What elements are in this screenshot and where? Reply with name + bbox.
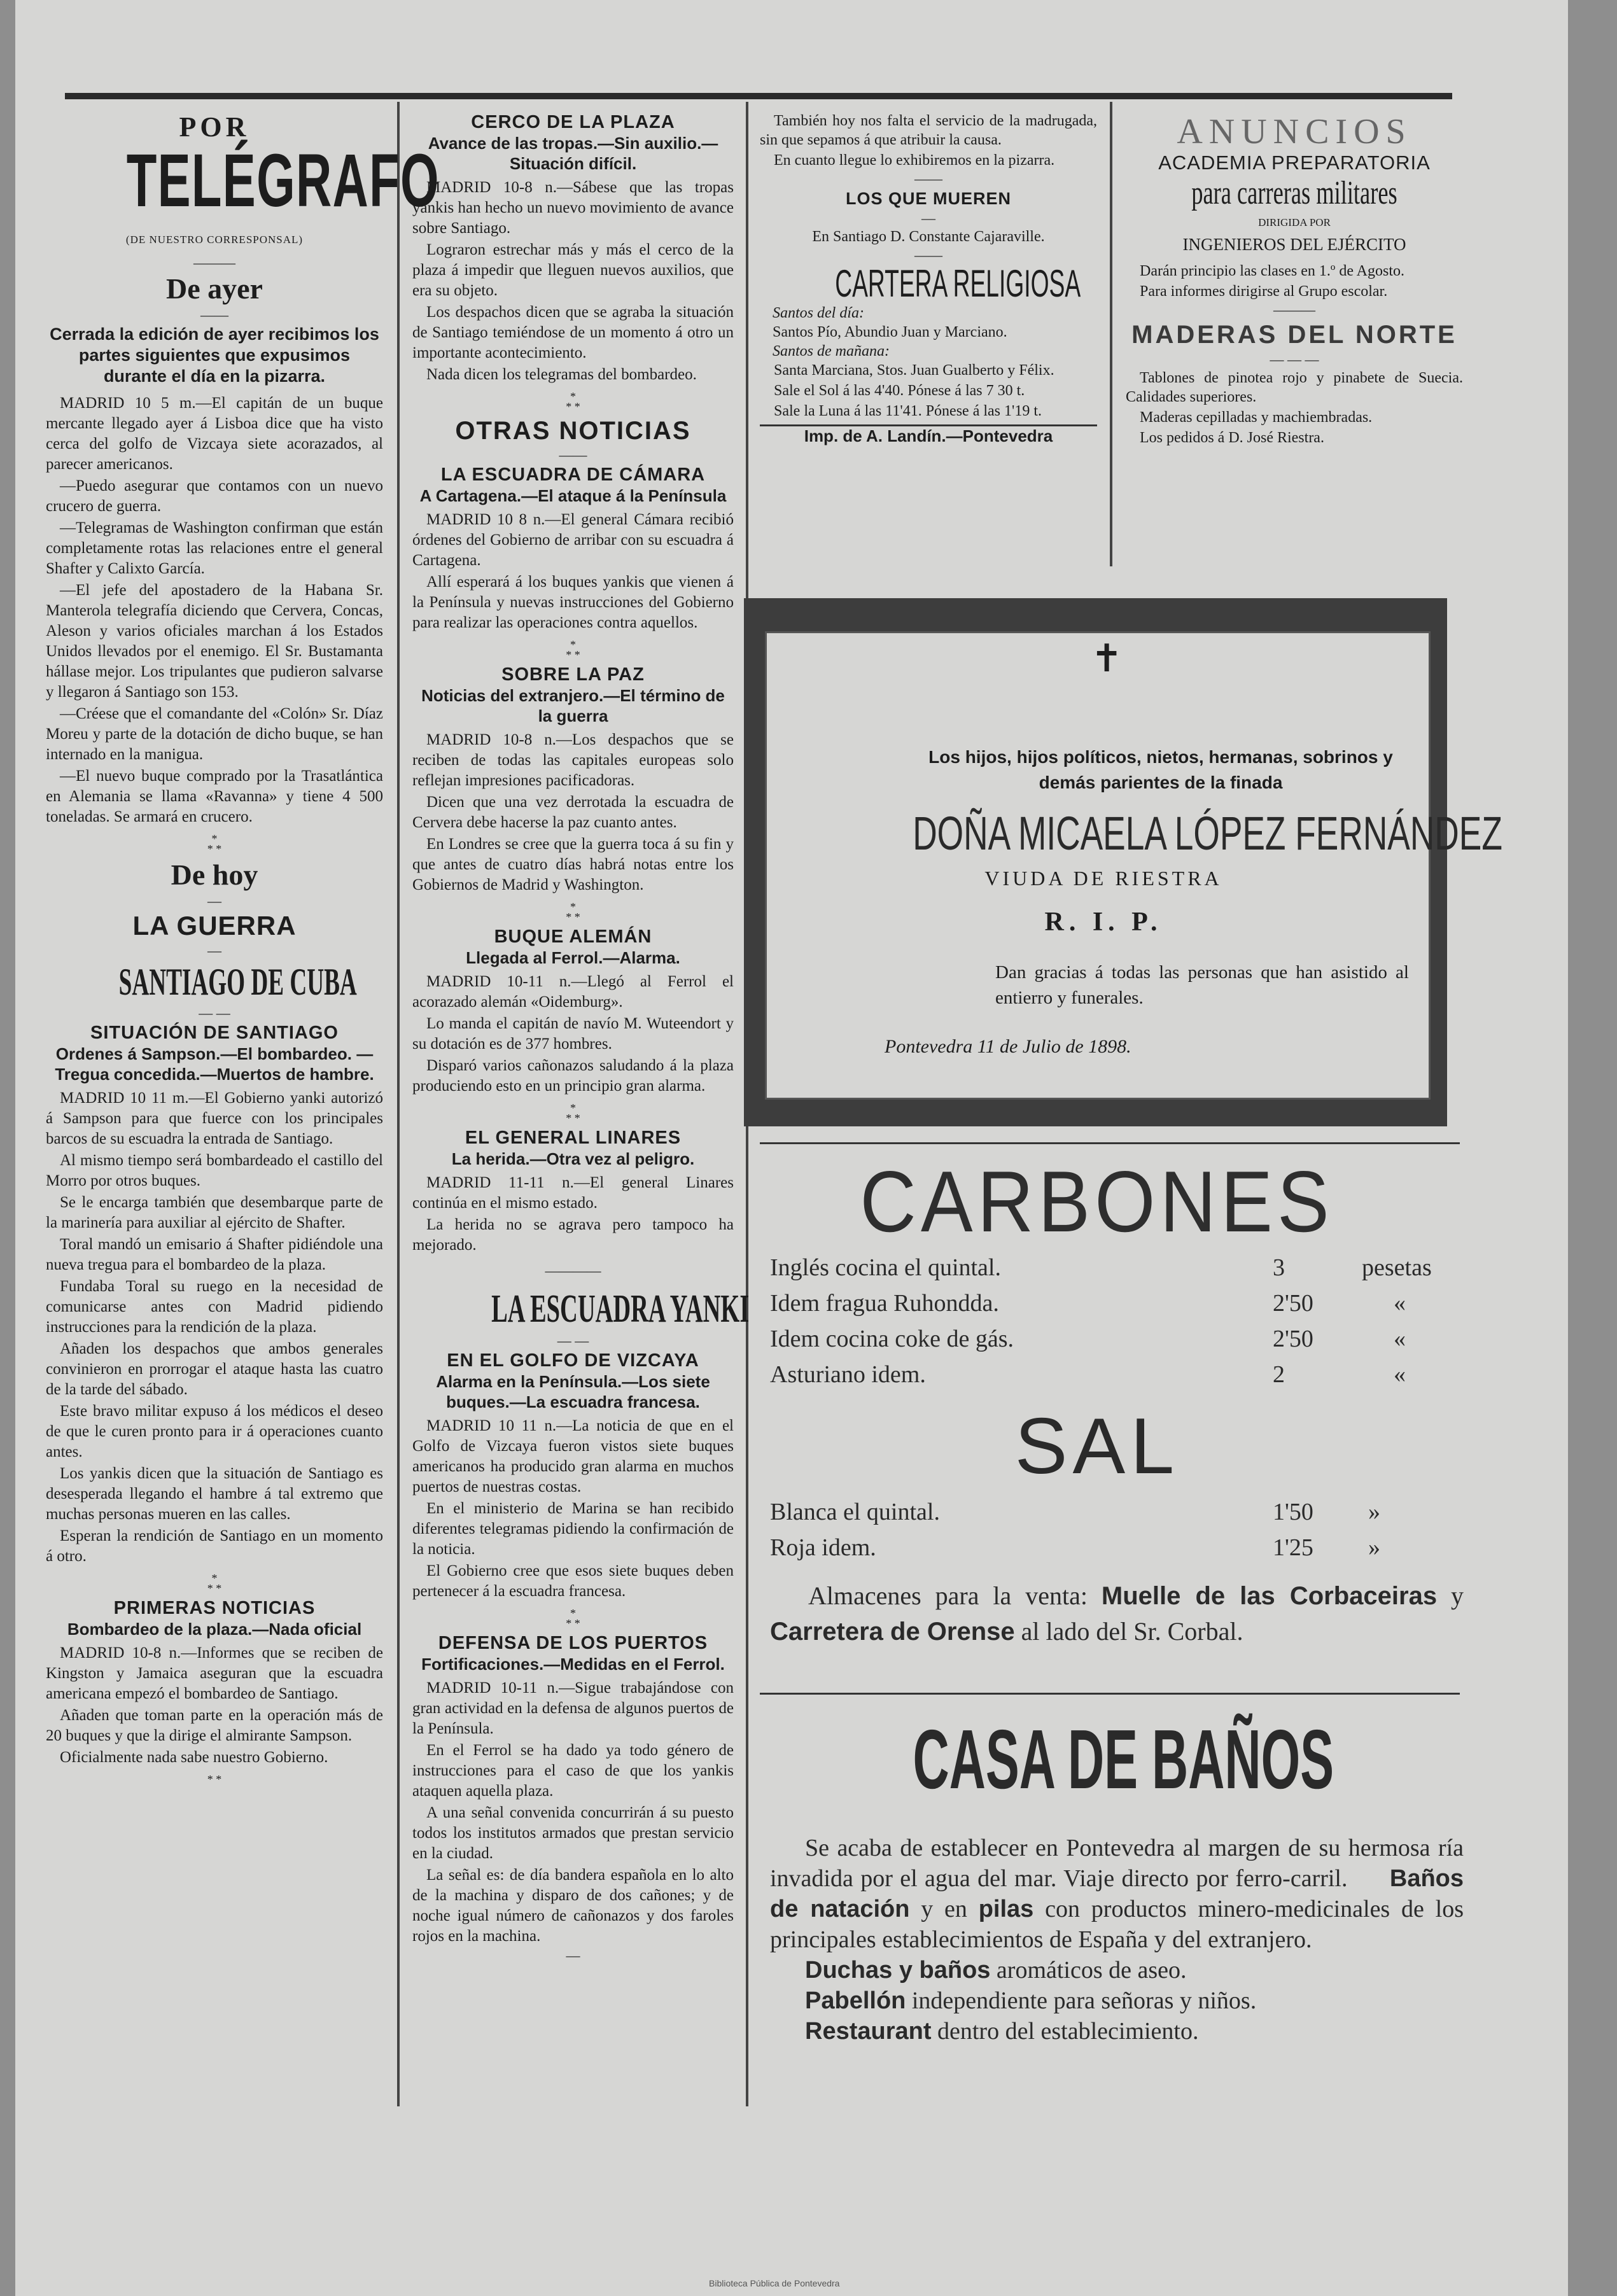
paragraph: Al mismo tiempo será bombardeado el castillo del Morro por otros buques.	[46, 1152, 383, 1189]
paragraph: Añaden que toman parte en la operación más de 20 buques y que la dirige el almirante Sampson.	[46, 1707, 383, 1744]
escuadra-yanki-heading: LA ESCUADRA YANKI	[491, 1287, 750, 1331]
paragraph: Se le encarga también que desembarque parte de la marinería para auxiliar al ejército de Shafter.	[46, 1194, 383, 1231]
paragraph: Los despachos dicen que se agraba la situación de Santiago temiéndose de un momento á otro un importante acontecimiento.	[412, 304, 734, 361]
situacion-heading: SITUACIÓN DE SANTIAGO	[90, 1023, 339, 1043]
paragraph: MADRID 10 8 n.—El general Cámara recibió órdenes del Gobierno de arribar con su escuadra á Cartagena.	[412, 511, 734, 569]
price-row: Idem fragua Ruhondda.	[770, 1290, 999, 1317]
carreras-heading: para carreras militares	[1191, 175, 1397, 211]
library-footer: Biblioteca Pública de Pontevedra	[709, 2278, 840, 2288]
price-row: Idem cocina coke de gás.	[770, 1326, 1014, 1352]
academia-heading: ACADEMIA PREPARATORIA	[1158, 151, 1431, 174]
notice-viuda: VIUDA DE RIESTRA	[984, 867, 1222, 890]
defensa-subheading: Fortificaciones.—Medidas en el Ferrol.	[421, 1655, 725, 1674]
column-3: También hoy nos falta el servicio de la madrugada, sin que sepamos á que atribuir la causa. En cuanto llegue lo exhibiremos en la pizarra. —— LOS QUE MUEREN — En Santiago D. Constante Cajaraville. —— CARTERA RELIGIOSA Santos del día: Santos Pío, Abundio Juan y Marciano. Santos de mañana: Santa Marciana, Stos. Juan Gualberto y Félix. Sale el Sol á las 4'40. Pónese á las 7 30 t. Sale la Luna á las 11'41. Pónese á las 1'19 t. Imp. de A. Landín.—Pontevedra	[760, 113, 1097, 445]
paragraph: También hoy nos falta el servicio de la madrugada, sin que sepamos á que atribuir la causa.	[760, 113, 1097, 148]
buque-aleman-subheading: Llegada al Ferrol.—Alarma.	[466, 948, 680, 967]
paragraph: MADRID 10-8 n.—Los despachos que se reciben de todas las capitales europeas solo reflejan impresiones pacificadoras.	[412, 731, 734, 789]
de-hoy-heading: De hoy	[171, 858, 258, 891]
price-row: Inglés cocina el quintal.	[770, 1254, 1001, 1281]
paragraph: En Londres se cree que la guerra toca á su fin y que antes de cuatro días habrá notas entre los Gobiernos de Madrid y Washington.	[412, 836, 734, 893]
telegrafo-title: TELÉGRAFO	[126, 139, 440, 223]
golfo-heading: EN EL GOLFO DE VIZCAYA	[447, 1350, 699, 1371]
situacion-subheading: Ordenes á Sampson.—El bombardeo. —Tregua concedida.—Muertos de hambre.	[55, 1044, 374, 1084]
paragraph: —Créese que el comandante del «Colón» Sr. Díaz Moreu y parte de la dotación de dicho buque, se han internado en la manigua.	[46, 705, 383, 763]
santos-manana: Santa Marciana, Stos. Juan Gualberto y Félix.	[774, 362, 1054, 379]
almacenes-text: Almacenes para la venta: Muelle de las Corbaceiras y Carretera de Orense al lado del Sr. Corbal.	[770, 1581, 1464, 1646]
paragraph: MADRID 10-8 n.—Sábese que las tropas yankis han hecho un nuevo movimiento de avance sobre Santiago.	[412, 179, 734, 237]
paragraph: La señal es: de día bandera española en lo alto de la machina y disparo de dos cañones; y de noche igual número de cañonazos y dos faroles rojos en la machina.	[412, 1866, 734, 1945]
mueren-text: En Santiago D. Constante Cajaraville.	[812, 228, 1045, 245]
banos-heading: CASA DE BAÑOS	[913, 1712, 1334, 1806]
santos-manana-label: Santos de mañana:	[773, 343, 890, 360]
paragraph: El Gobierno cree que esos siete buques deben pertenecer á la escuadra francesa.	[412, 1562, 734, 1600]
column-divider	[1110, 102, 1112, 566]
paragraph: Darán principio las clases en 1.º de Agosto.	[1140, 263, 1405, 279]
column-2: CERCO DE LA PLAZA Avance de las tropas.—Sin auxilio.— Situación difícil. MADRID 10-8 n.—Sábese que las tropas yankis han hecho un nuevo movimiento de avance sobre Santiago. Lograron estrechar más y más el cerco de la plaza á impedir que lleguen nuevos auxilios, que era su objeto. Los despachos dicen que se agraba la situación de Santiago temiéndose de un momento á otro un importante acontecimiento. Nada dicen los telegramas del bombardeo. * * * OTRAS NOTICIAS —— LA ESCUADRA DE CÁMARA A Cartagena.—El ataque á la Península MADRID 10 8 n.—El general Cámara recibió órdenes del Gobierno de arribar con su escuadra á Cartagena. Allí esperará á los buques yankis que vienen á la Península y nuevas instrucciones del Gobierno para realizar las operaciones contra aquellos. * * * SOBRE LA PAZ Noticias del extranjero.—El término de la guerra MADRID 10-8 n.—Los despachos que se reciben de todas las capitales europeas solo reflejan impresiones pacificadoras. Dicen que una vez derrotada la escuadra de Cervera debe hacerse la paz cuanto antes. En Londres se cree que la guerra toca á su fin y que antes de cuatro días habrá notas entre los Gobiernos de Madrid y Washington. * * * BUQUE ALEMÁN Llegada al Ferrol.—Alarma. MADRID 10-11 n.—Llegó al Ferrol el acorazado alemán «Oidemburg». Lo manda el capitán de navío M. Wuteendort y su dotación es de 377 hombres. Disparó varios cañonazos saludando á la plaza produciendo esto en un principio gran alarma. * * * EL GENERAL LINARES La herida.—Otra vez al peligro. MADRID 11-11 n.—El general Linares continúa en el mismo estado. La herida no se agrava pero tampoco ha mejorado. ———— LA ESCUADRA YANKI — — EN EL GOLFO DE VIZCAYA Alarma en la Península.—Los siete buques.—La escuadra francesa. MADRID 10 11 n.—La noticia de que en el Golfo de Vizcaya fueron vistos siete buques americanos ha producido gran alarma en muchos puertos de nuestras costas. En el ministerio de Marina se han recibido diferentes telegramas pidiendo la confirmación de la noticia. El Gobierno cree que esos siete buques deben pertenecer á la escuadra francesa. * * * DEFENSA DE LOS PUERTOS Fortificaciones.—Medidas en el Ferrol. MADRID 10-11 n.—Sigue trabajándose con gran actividad en la defensa de algunos puertos de la Península. En el Ferrol se ha dado ya todo género de instrucciones para el caso de que los yankis ataquen aquella plaza. A una señal convenida concurrirán á su puesto todos los institutos armados que prestan servicio en la ciudad. La señal es: de día bandera española en lo alto de la machina y disparo de dos cañones; y de noche igual número de cañonazos y dos faroles rojos en la machina. —	[412, 112, 750, 1963]
banos-text: Se acaba de establecer en Pontevedra al margen de su hermosa ría invadida por el agua del mar. Viaje directo por ferro-carril. Baños de natación y en pilas con productos minero-medicinales de los principales establecimientos de España y del extranjero. Duchas y baños aromáticos de aseo. Pabellón independiente para señoras y niños. Restaurant dentro del establecimiento.	[770, 1835, 1464, 2045]
por-label: POR	[179, 111, 250, 143]
primeras-subheading: Bombardeo de la plaza.—Nada oficial	[67, 1620, 362, 1639]
linares-subheading: La herida.—Otra vez al peligro.	[451, 1149, 695, 1168]
death-notice	[765, 631, 1502, 1100]
primeras-heading: PRIMERAS NOTICIAS	[113, 1598, 316, 1618]
sobre-paz-subheading: Noticias del extranjero.—El término de la guerra	[421, 686, 725, 725]
paragraph: MADRID 11-11 n.—El general Linares continúa en el mismo estado.	[412, 1174, 734, 1212]
printer-imprint: Imp. de A. Landín.—Pontevedra	[804, 426, 1053, 445]
paragraph: Este bravo militar expuso á los médicos el deseo de que le curen pronto para ir á operaciones cuanto antes.	[46, 1403, 383, 1460]
notice-name: DOÑA MICAELA LÓPEZ FERNÁNDEZ	[913, 807, 1502, 860]
column-1: POR TELÉGRAFO (DE NUESTRO CORRESPONSAL) ——— De ayer —— Cerrada la edición de ayer recibimos los partes siguientes que expusimos durante el día en la pizarra. MADRID 10 5 m.—El capitán de un buque mercante llegado ayer á Lisboa dice que ha visto cerca del golfo de Vizcaya siete acorazados, al parecer americanos. —Puedo asegurar que contamos con un nuevo crucero de guerra. —Telegramas de Washington confirman que están completamente rotas las relaciones entre el general Shafter y Calixto García. —El jefe del apostadero de la Habana Sr. Manterola telegrafía diciendo que Cervera, Concas, Aleson y varios oficiales marchan á los Estados Unidos llevados por el enemigo. El Sr. Bustamanta hállase mejor. Los tripulantes que pudieron salvarse y llegaron á Santiago son 153. —Créese que el comandante del «Colón» Sr. Díaz Moreu y parte de la dotación de dicho buque, se han internado en la manigua. —El nuevo buque comprado por la Trasatlántica en Alemania se llama «Ravanna» y tiene 4 500 toneladas. Se armará en crucero. * * * De hoy — LA GUERRA — SANTIAGO DE CUBA — — SITUACIÓN DE SANTIAGO Ordenes á Sampson.—El bombardeo. —Tregua concedida.—Muertos de hambre. MADRID 10 11 m.—El Gobierno yanki autorizó á Sampson para que fuerce con los principales barcos de su escuadra la entrada de Santiago. Al mismo tiempo será bombardeado el castillo del Morro por otros buques. Se le encarga también que desembarque parte de la marinería para auxiliar al ejército de Shafter. Toral mandó un emisario á Shafter pidiéndole una nueva tregua para el bombardeo de la plaza. Fundaba Toral su ruego en la necesidad de comunicarse antes con Madrid pidiendo instrucciones para la rendición de la plaza. Añaden los despachos que ambos generales convinieron en prorrogar el ataque hasta las cuatro de la tarde del sábado. Este bravo militar expuso á los médicos el deseo de que le curen pronto para ir á operaciones cuanto antes. Los yankis dicen que la situación de Santiago es desesperada llegando el hambre á tal extremo que muchas personas mueren en las calles. Esperan la rendición de Santiago en un momento á otro. * * * PRIMERAS NOTICIAS Bombardeo de la plaza.—Nada oficial MADRID 10-8 n.—Informes que se reciben de Kingston y Jamaica aseguran que la escuadra americana empezó el bombardeo de Santiago. Añaden que toman parte en la operación más de 20 buques y que la dirige el almirante Sampson. Oficialmente nada sabe nuestro Gobierno. * *	[46, 111, 440, 1786]
paragraph: MADRID 10 5 m.—El capitán de un buque mercante llegado ayer á Lisboa dice que ha visto cerca del golfo de Vizcaya siete acorazados, al parecer americanos.	[46, 395, 383, 473]
otras-noticias-heading: OTRAS NOTICIAS	[455, 417, 691, 445]
anuncios-heading: ANUNCIOS	[1177, 112, 1412, 151]
correspondent-label: (DE NUESTRO CORRESPONSAL)	[125, 234, 304, 246]
de-ayer-heading: De ayer	[166, 272, 263, 305]
paragraph: MADRID 10 11 n.—La noticia de que en el Golfo de Vizcaya fueron vistos siete buques americanos ha producido gran alarma en muchos puertos de nuestras costas.	[412, 1417, 734, 1495]
santos-dia-label: Santos del día:	[773, 305, 864, 321]
paragraph: —Puedo asegurar que contamos con un nuevo crucero de guerra.	[46, 477, 383, 515]
top-rule	[65, 93, 1452, 99]
notice-date: Pontevedra 11 de Julio de 1898.	[885, 1036, 1131, 1057]
sal-heading: SAL	[1014, 1403, 1180, 1490]
paragraph: Lo manda el capitán de navío M. Wuteendort y su dotación es de 377 hombres.	[412, 1015, 734, 1053]
notice-rip: R. I. P.	[1044, 907, 1163, 937]
sobre-paz-heading: SOBRE LA PAZ	[501, 664, 645, 685]
defensa-heading: DEFENSA DE LOS PUERTOS	[438, 1633, 708, 1653]
paragraph: MADRID 10-11 n.—Llegó al Ferrol el acorazado alemán «Oidemburg».	[412, 973, 734, 1011]
notice-gracias: Dan gracias á todas las personas que han asistido al entierro y funerales.	[995, 962, 1409, 1008]
column-divider	[397, 102, 400, 2106]
ingenieros-label: INGENIEROS DEL EJÉRCITO	[1182, 235, 1406, 254]
golfo-subheading: Alarma en la Península.—Los siete buques.—La escuadra francesa.	[436, 1372, 710, 1411]
price-row: Roja idem.	[770, 1534, 876, 1561]
paragraph: —Telegramas de Washington confirman que están completamente rotas las relaciones entre el general Shafter y Calixto García.	[46, 519, 383, 577]
santos-dia: Santos Pío, Abundio Juan y Marciano.	[773, 324, 1007, 340]
paragraph: Los pedidos á D. José Riestra.	[1140, 430, 1324, 446]
intro-text: Cerrada la edición de ayer recibimos los partes siguientes que expusimos durante el día en la pizarra.	[50, 325, 379, 386]
paragraph: Los yankis dicen que la situación de Santiago es desesperada llegando el hambre á tal extremo que muchas personas mueren en las calles.	[46, 1465, 383, 1523]
notice-cross: ✝	[1091, 638, 1123, 680]
price-row: Blanca el quintal.	[770, 1499, 940, 1525]
dirigida-label: DIRIGIDA POR	[1258, 216, 1331, 228]
sol-times: Sale el Sol á las 4'40. Pónese á las 7 30 t.	[774, 382, 1025, 399]
paragraph: Disparó varios cañonazos saludando á la plaza produciendo esto en un principio gran alarma.	[412, 1057, 734, 1095]
paragraph: Oficialmente nada sabe nuestro Gobierno.	[60, 1749, 328, 1766]
newspaper-page	[15, 0, 1568, 2296]
paragraph: Fundaba Toral su ruego en la necesidad de comunicarse antes con Madrid pidiendo instrucciones para la rendición de la plaza.	[46, 1278, 383, 1336]
notice-intro: Los hijos, hijos políticos, nietos, hermanas, sobrinos y demás parientes de la finada	[928, 747, 1393, 792]
carbones-heading: CARBONES	[860, 1153, 1334, 1250]
luna-times: Sale la Luna á las 11'41. Pónese á las 1'19 t.	[774, 403, 1042, 419]
cerco-subheading: Avance de las tropas.—Sin auxilio.— Situación difícil.	[428, 134, 718, 173]
la-guerra-heading: LA GUERRA	[132, 911, 297, 941]
paragraph: MADRID 10 11 m.—El Gobierno yanki autorizó á Sampson para que fuerce con los principales barcos de su escuadra la entrada de Santiago.	[46, 1089, 383, 1147]
paragraph: MADRID 10-11 n.—Sigue trabajándose con gran actividad en la defensa de algunos puertos de la Península.	[412, 1679, 734, 1737]
paragraph: En cuanto llegue lo exhibiremos en la pizarra.	[774, 152, 1055, 169]
paragraph: —El nuevo buque comprado por la Trasatlántica en Alemania se llama «Ravanna» y tiene 4 500 toneladas. Se armará en crucero.	[46, 767, 383, 825]
paragraph: Maderas cepilladas y machiembradas.	[1140, 409, 1373, 426]
price-row: Asturiano idem.	[770, 1361, 926, 1388]
paragraph: En el ministerio de Marina se han recibido diferentes telegramas pidiendo la confirmación de la noticia.	[412, 1500, 734, 1558]
sal-table: Blanca el quintal. 1'50 » Roja idem. 1'25 »	[770, 1495, 1464, 1567]
maderas-heading: MADERAS DEL NORTE	[1131, 321, 1457, 349]
paragraph: Esperan la rendición de Santiago en un momento á otro.	[46, 1527, 383, 1565]
paragraph: A una señal convenida concurrirán á su puesto todos los institutos armados que prestan servicio en la ciudad.	[412, 1804, 734, 1862]
paragraph: —El jefe del apostadero de la Habana Sr. Manterola telegrafía diciendo que Cervera, Concas, Aleson y varios oficiales marchan á los Estados Unidos llevados por el enemigo. El Sr. Bustamanta hállase mejor. Los tripulantes que pudieron salvarse y llegaron á Santiago son 153.	[46, 582, 383, 701]
paragraph: Allí esperará á los buques yankis que vienen á la Península y nuevas instrucciones del Gobierno para realizar las operaciones contra aquellos.	[412, 573, 734, 631]
escuadra-camara-subheading: A Cartagena.—El ataque á la Península	[419, 486, 727, 505]
cerco-heading: CERCO DE LA PLAZA	[471, 112, 675, 132]
mueren-heading: LOS QUE MUEREN	[845, 189, 1012, 208]
paragraph: Añaden los despachos que ambos generales convinieron en prorrogar el ataque hasta las cuatro de la tarde del sábado.	[46, 1340, 383, 1398]
paragraph: MADRID 10-8 n.—Informes que se reciben de Kingston y Jamaica aseguran que la escuadra americana empezó el bombardeo de Santiago.	[46, 1644, 383, 1702]
paragraph: En el Ferrol se ha dado ya todo género de instrucciones para el caso de que los yankis ataquen aquella plaza.	[412, 1742, 734, 1800]
paragraph: Para informes dirigirse al Grupo escolar.	[1140, 283, 1388, 300]
carbones-table: Inglés cocina el quintal. 3 pesetas Idem fragua Ruhondda. 2'50 « Idem cocina coke de gás. 2'50 « Asturiano idem. 2 «	[770, 1251, 1464, 1397]
cartera-heading: CARTERA RELIGIOSA	[835, 262, 1081, 305]
linares-heading: EL GENERAL LINARES	[465, 1128, 682, 1148]
paragraph: Tablones de pinotea rojo y pinabete de Suecia. Calidades superiores.	[1126, 370, 1463, 405]
column-4: ANUNCIOS ACADEMIA PREPARATORIA para carreras militares DIRIGIDA POR INGENIEROS DEL EJÉRCITO Darán principio las clases en 1.º de Agosto. Para informes dirigirse al Grupo escolar. ——— MADERAS DEL NORTE — — — Tablones de pinotea rojo y pinabete de Suecia. Calidades superiores. Maderas cepilladas y machiembradas. Los pedidos á D. José Riestra.	[1126, 112, 1463, 446]
paragraph: Lograron estrechar más y más el cerco de la plaza á impedir que lleguen nuevos auxilios, que era su objeto.	[412, 241, 734, 299]
santiago-heading: SANTIAGO DE CUBA	[118, 961, 357, 1003]
escuadra-camara-heading: LA ESCUADRA DE CÁMARA	[440, 465, 706, 485]
paragraph: Toral mandó un emisario á Shafter pidiéndole una nueva tregua para el bombardeo de la plaza.	[46, 1236, 383, 1273]
paragraph: Dicen que una vez derrotada la escuadra de Cervera debe hacerse la paz cuanto antes.	[412, 794, 734, 831]
paragraph: La herida no se agrava pero tampoco ha mejorado.	[412, 1216, 734, 1254]
buque-aleman-heading: BUQUE ALEMÁN	[494, 927, 652, 947]
paragraph: Nada dicen los telegramas del bombardeo.	[426, 366, 697, 383]
